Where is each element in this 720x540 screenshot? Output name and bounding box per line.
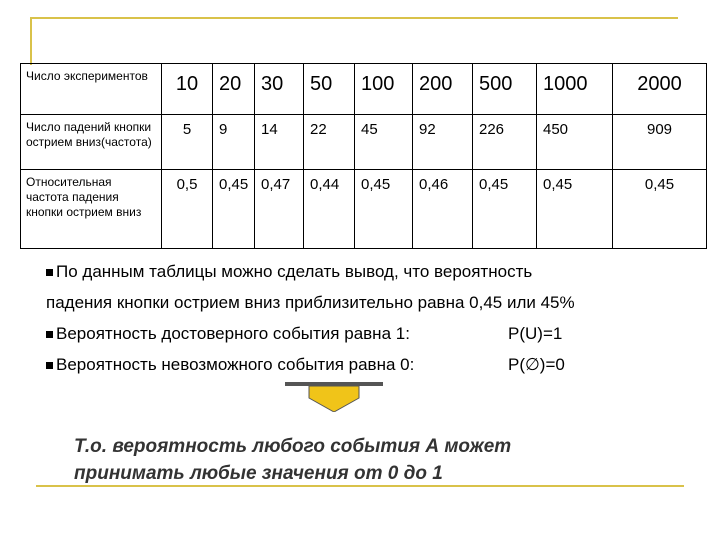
- table-cell: 20: [213, 64, 255, 115]
- table-cell: 30: [255, 64, 304, 115]
- table-cell: 0,45: [473, 170, 537, 249]
- square-bullet-icon: [46, 331, 53, 338]
- table-cell: 100: [355, 64, 413, 115]
- frequency-table: [20, 63, 707, 249]
- impossible-event-formula: P(∅)=0: [508, 355, 565, 374]
- row-label: Число падений кнопки острием вниз(частота): [21, 114, 162, 170]
- table-cell: 0,44: [304, 170, 355, 249]
- table-row: [21, 64, 707, 115]
- conclusion-text: падения кнопки острием вниз приблизительно равна 0,45 или 45%: [46, 293, 575, 312]
- table-cell: 22: [304, 114, 355, 170]
- square-bullet-icon: [46, 269, 53, 276]
- down-arrow-icon: [285, 382, 383, 412]
- certain-event-formula: P(U)=1: [508, 324, 563, 343]
- conclusion-text: По данным таблицы можно сделать вывод, что вероятность: [56, 262, 533, 281]
- table-cell: 200: [413, 64, 473, 115]
- table-cell: 45: [355, 114, 413, 170]
- table-cell: 500: [473, 64, 537, 115]
- square-bullet-icon: [46, 362, 53, 369]
- impossible-event-line: [46, 349, 706, 380]
- table-cell: 0,47: [255, 170, 304, 249]
- table-row: [21, 170, 707, 249]
- row-label: Число экспериментов: [21, 64, 162, 115]
- impossible-event-text: Вероятность невозможного события равна 0:: [56, 355, 415, 374]
- table-row: [21, 114, 707, 170]
- table-cell: 10: [162, 64, 213, 115]
- conclusion-line-1: [46, 256, 706, 287]
- row-label: Относительная частота падения кнопки острием вниз: [21, 170, 162, 249]
- decorative-line-top: [30, 17, 678, 19]
- decorative-line-bottom: [36, 485, 684, 487]
- table-cell: 2000: [613, 64, 707, 115]
- table-cell: 1000: [537, 64, 613, 115]
- summary-line-1: Т.о. вероятность любого события А может: [74, 436, 512, 457]
- table-cell: 450: [537, 114, 613, 170]
- table-cell: 50: [304, 64, 355, 115]
- table-cell: 0,45: [537, 170, 613, 249]
- certain-event-line: [46, 318, 706, 349]
- summary-conclusion: [74, 433, 694, 487]
- table-cell: 92: [413, 114, 473, 170]
- table-cell: 0,46: [413, 170, 473, 249]
- conclusion-line-2: [46, 287, 706, 318]
- explanation-text: [46, 256, 706, 380]
- table-cell: 226: [473, 114, 537, 170]
- certain-event-text: Вероятность достоверного события равна 1:: [56, 324, 410, 343]
- decorative-line-left: [30, 17, 32, 65]
- table-cell: 14: [255, 114, 304, 170]
- table-cell: 909: [613, 114, 707, 170]
- summary-line-2: принимать любые значения от 0 до 1: [74, 463, 443, 484]
- table-cell: 0,45: [613, 170, 707, 249]
- table-cell: 9: [213, 114, 255, 170]
- table-cell: 0,5: [162, 170, 213, 249]
- table-cell: 0,45: [355, 170, 413, 249]
- table-cell: 0,45: [213, 170, 255, 249]
- table-cell: 5: [162, 114, 213, 170]
